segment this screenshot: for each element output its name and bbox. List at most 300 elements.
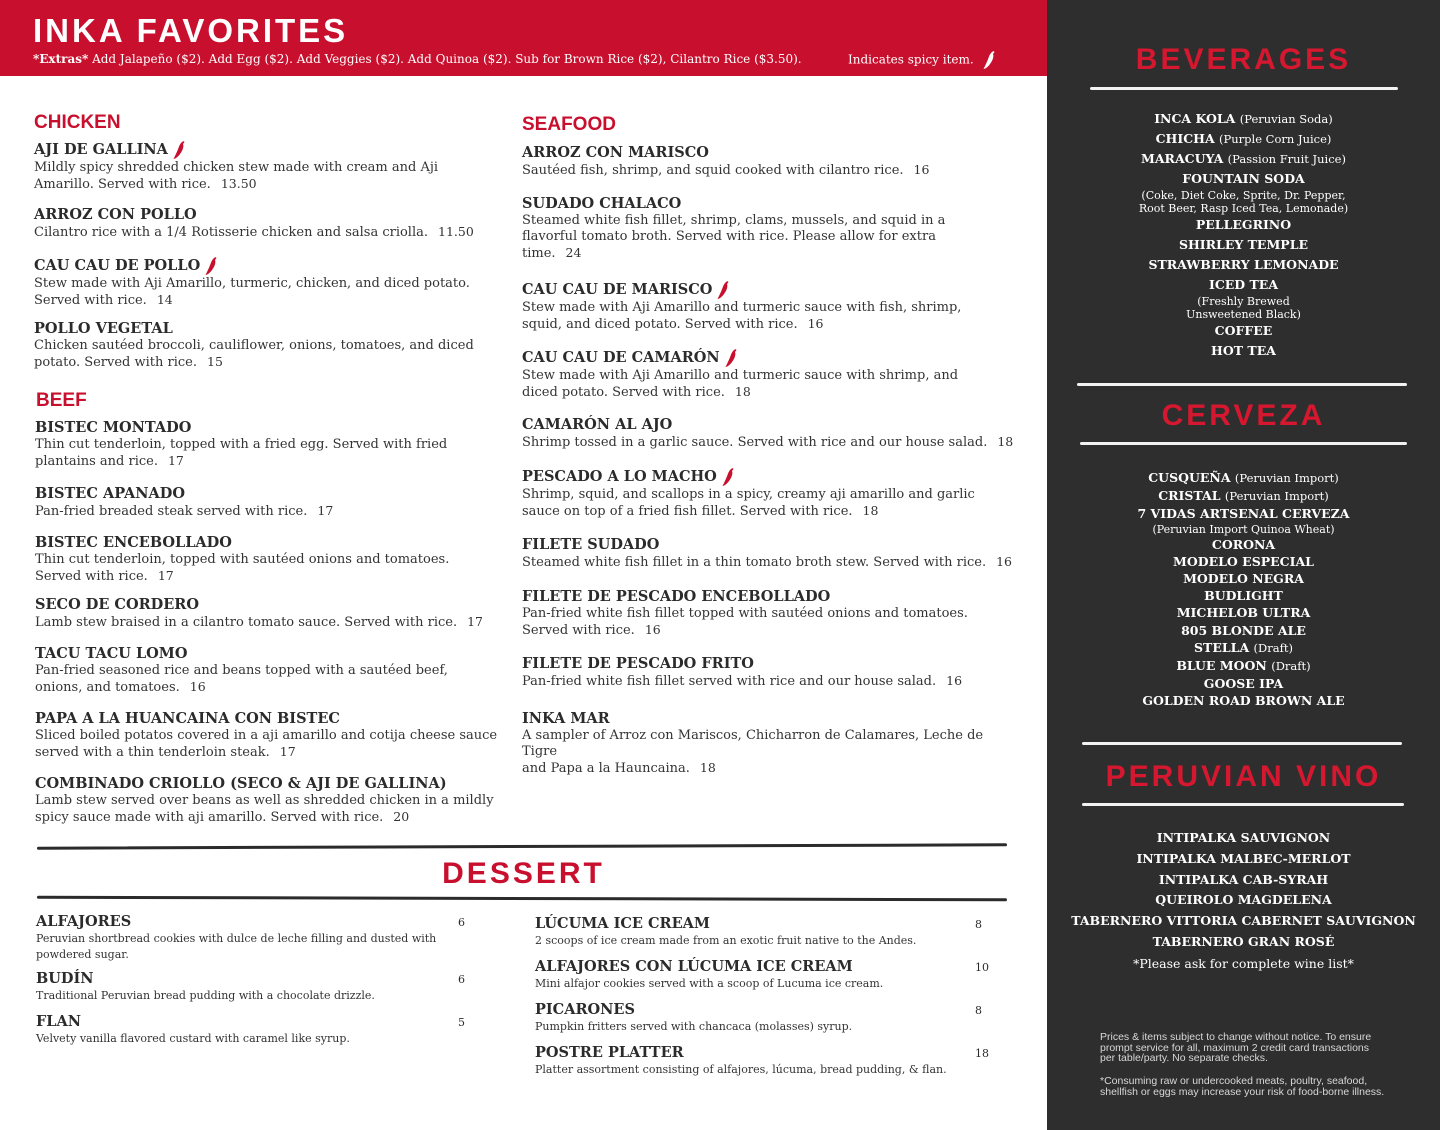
item-price: 11.50 [438, 224, 474, 239]
item-name-text: TACU TACU LOMO [35, 645, 188, 662]
dessert-price: 6 [458, 916, 465, 929]
description-text: Pan-fried white fish fillet served with rice and our house salad. [522, 674, 937, 689]
item-description [35, 503, 505, 520]
item-name-text: COMBINADO CRIOLLO (SECO & AJI DE GALLINA) [35, 775, 447, 792]
dessert-item [36, 970, 456, 1004]
item-price: 16 [189, 679, 206, 695]
item-description [35, 728, 505, 761]
item-description [522, 368, 1022, 401]
dessert-item [36, 1013, 456, 1047]
item-description [522, 728, 1022, 778]
description-text: Served with rice. [522, 623, 635, 639]
prices-disclaimer [1100, 1032, 1430, 1064]
description-line [522, 760, 1022, 777]
extras-note [33, 52, 802, 66]
description-text: flavorful tomato broth. Served with rice. Please allow for extra [522, 229, 936, 245]
menu-item [522, 195, 1022, 263]
menu-item [522, 348, 1022, 401]
description-line [35, 728, 505, 744]
menu-item [35, 485, 505, 520]
menu-item [35, 645, 505, 696]
description-line [522, 162, 1022, 179]
description-text: A sampler of Arroz con Mariscos, Chicharron de Calamares, Leche de Tigre [522, 728, 984, 760]
item-name [35, 485, 505, 503]
dessert-price: 5 [458, 1016, 465, 1029]
description-text: Shrimp tossed in a garlic sauce. Served with rice and our house salad. [522, 435, 988, 450]
dessert-name: ALFAJORES [36, 913, 132, 930]
description-line: powdered sugar. [36, 948, 129, 961]
dessert-name: PICARONES [535, 1001, 635, 1018]
description-line [34, 354, 504, 371]
drink-item [1047, 469, 1440, 487]
description-line: Pumpkin fritters served with chancaca (molasses) syrup. [535, 1020, 853, 1033]
item-price: 15 [207, 354, 223, 370]
menu-item [35, 534, 505, 585]
description-text: sauce on top of a fried fish fillet. Served with rice. [522, 504, 853, 520]
item-description [34, 224, 504, 241]
dessert-heading: DESSERT [442, 857, 605, 890]
drink-item [1047, 657, 1440, 675]
drink-item [1047, 129, 1440, 149]
description-text: Pan-fried seasoned rice and beans topped with a sautéed beef, [35, 663, 448, 678]
item-price: 16 [996, 554, 1012, 569]
cerveza-list [1047, 469, 1440, 710]
description-line [522, 554, 1022, 571]
item-price: 17 [467, 614, 483, 629]
menu-item [35, 419, 505, 470]
dessert-item [535, 958, 955, 992]
disclaimer-line: per table/party. No separate checks. [1100, 1052, 1268, 1064]
description-text: diced potato. Served with rice. [522, 385, 725, 401]
description-line [522, 606, 1022, 622]
description-line [522, 487, 1022, 503]
item-name [522, 536, 1022, 554]
menu-item [522, 144, 1022, 179]
description-text: Sliced boiled potatos covered in a aji amarillo and cotija cheese sauce [35, 728, 498, 743]
item-name-text: CAMARÓN AL AJO [522, 416, 673, 433]
description-line [35, 614, 505, 631]
description-line [34, 160, 504, 176]
item-price: 24 [565, 245, 582, 261]
wine-item: TABERNERO VITTORIA CABERNET SAUVIGNON [1071, 913, 1416, 929]
description-text: Stew made with Aji Amarillo and turmeric sauce with shrimp, and [522, 368, 959, 383]
drink-name: PELLEGRINO [1195, 217, 1292, 232]
drink-name: MODELO ESPECIAL [1173, 553, 1314, 569]
description-text: plantains and rice. [35, 454, 158, 470]
dessert-description [36, 988, 456, 1004]
item-name [35, 596, 505, 614]
item-name [34, 320, 504, 338]
description-line [522, 503, 1022, 520]
description-line [522, 316, 1022, 333]
description-text: Lamb stew braised in a cilantro tomato sauce. Served with rice. [35, 615, 458, 630]
chicken-heading: CHICKEN [34, 112, 121, 133]
description-line [522, 728, 1022, 760]
chili-pepper-icon [721, 467, 735, 487]
drink-name: MODELO NEGRA [1183, 571, 1304, 587]
dessert-item [36, 913, 456, 963]
item-name [35, 775, 505, 793]
description-line: Peruvian shortbread cookies with dulce de leche filling and dusted with [36, 932, 437, 945]
description-text: Chicken sautéed broccoli, cauliflower, onions, tomatoes, and diced [34, 338, 474, 353]
menu-item [34, 206, 504, 241]
drink-name: INCA KOLA [1154, 111, 1236, 126]
drink-note: (Peruvian Soda) [1239, 112, 1333, 126]
description-text: Thin cut tenderloin, topped with sautéed onions and tomatoes. [35, 552, 450, 567]
description-text: and Papa a la Hauncaina. [522, 761, 690, 777]
item-description [522, 300, 1022, 333]
description-line [35, 663, 505, 679]
item-name-text: FILETE DE PESCADO ENCEBOLLADO [522, 588, 831, 605]
description-line [34, 176, 504, 193]
chili-pepper-icon [716, 280, 730, 300]
item-name-text: BISTEC APANADO [35, 485, 185, 502]
item-name-text: ARROZ CON POLLO [34, 206, 197, 223]
description-text: Cilantro rice with a 1/4 Rotisserie chicken and salsa criolla. [34, 225, 428, 240]
item-name [35, 710, 505, 728]
drink-item [1047, 255, 1440, 275]
menu-item [522, 588, 1022, 639]
item-name [522, 348, 1022, 368]
item-name-text: AJI DE GALLINA [34, 141, 168, 158]
item-description [522, 162, 1022, 179]
drink-item [1047, 639, 1440, 657]
dessert-item [535, 1044, 955, 1078]
item-name-text: POLLO VEGETAL [34, 320, 173, 337]
seafood-heading: SEAFOOD [522, 114, 616, 135]
item-name [522, 195, 1022, 213]
dessert-name: FLAN [36, 1013, 81, 1030]
item-name [35, 419, 505, 437]
dessert-price: 8 [975, 918, 982, 931]
disclaimer-line: Prices & items subject to change without notice. To ensure [1100, 1031, 1372, 1043]
description-text: Steamed white fish fillet, shrimp, clams, mussels, and squid in a [522, 213, 946, 228]
item-description [522, 606, 1022, 639]
warning-line: shellfish or eggs may increase your risk of food-borne illness. [1100, 1085, 1385, 1098]
item-price: 18 [997, 434, 1014, 449]
item-description [35, 552, 505, 585]
item-description [35, 437, 505, 470]
drink-name: CRISTAL [1158, 488, 1221, 504]
description-line: Mini alfajor cookies served with a scoop of Lucuma ice cream. [535, 977, 884, 990]
drink-name: MARACUYA [1141, 151, 1224, 166]
item-price: 20 [393, 809, 410, 825]
chili-pepper-icon [204, 256, 218, 276]
dessert-description [36, 1031, 456, 1047]
drink-item [1047, 675, 1440, 692]
drink-name: GOLDEN ROAD BROWN ALE [1142, 693, 1345, 709]
description-line [35, 793, 505, 809]
item-name-text: SUDADO CHALACO [522, 195, 682, 212]
description-line [34, 224, 504, 241]
drink-item [1047, 275, 1440, 321]
dessert-description [535, 976, 955, 992]
vino-top-rule [1082, 742, 1402, 745]
consumption-warning [1100, 1076, 1430, 1097]
item-name [34, 140, 504, 160]
description-line: Platter assortment consisting of alfajores, lúcuma, bread pudding, & flan. [535, 1063, 947, 1076]
description-line: 2 scoops of ice cream made from an exotic fruit native to the Andes. [535, 934, 917, 947]
item-description [522, 213, 1022, 263]
beverages-list [1047, 109, 1440, 361]
drink-item [1047, 341, 1440, 361]
drink-name: BLUE MOON [1176, 658, 1267, 674]
extras-label: *Extras* [33, 52, 89, 66]
drink-name: 805 BLONDE ALE [1181, 622, 1306, 638]
item-price: 18 [699, 760, 716, 776]
description-line [522, 245, 1022, 262]
description-line [35, 679, 505, 696]
dessert-name: LÚCUMA ICE CREAM [535, 915, 710, 932]
item-price: 17 [167, 453, 184, 469]
description-line [522, 229, 1022, 245]
description-text: Stew made with Aji Amarillo, turmeric, chicken, and diced potato. [34, 276, 470, 291]
dessert-price: 6 [458, 973, 465, 986]
drink-name: CUSQUEÑA [1148, 470, 1231, 485]
description-text: Lamb stew served over beans as well as shredded chicken in a mildly [35, 793, 494, 808]
description-text: Sautéed fish, shrimp, and squid cooked with cilantro rice. [522, 163, 904, 178]
drink-item [1047, 235, 1440, 255]
drink-name: FOUNTAIN SODA [1182, 171, 1305, 186]
item-price: 17 [157, 568, 174, 584]
item-name-text: CAU CAU DE MARISCO [522, 281, 713, 298]
item-price: 14 [156, 292, 173, 308]
dessert-description [36, 931, 456, 963]
item-name-text: ARROZ CON MARISCO [522, 144, 709, 161]
item-description [522, 487, 1022, 520]
wine-item: INTIPALKA SAUVIGNON [1156, 830, 1331, 845]
item-description [34, 160, 504, 193]
item-name [522, 710, 1022, 728]
item-name [34, 206, 504, 224]
dessert-price: 10 [975, 961, 989, 974]
drink-item [1047, 215, 1440, 235]
description-text: served with a thin tenderloin steak. [35, 745, 270, 761]
item-name [35, 645, 505, 663]
item-description [34, 338, 504, 371]
description-line [35, 568, 505, 585]
drink-item [1047, 692, 1440, 709]
drink-item [1047, 149, 1440, 169]
item-price: 17 [317, 503, 334, 518]
dessert-description [535, 1062, 955, 1078]
cerveza-bottom-rule [1080, 442, 1407, 445]
menu-item [522, 280, 1022, 333]
menu-item [522, 467, 1022, 520]
item-name-text: BISTEC ENCEBOLLADO [35, 534, 232, 551]
dessert-price: 8 [975, 1004, 982, 1017]
description-text: Served with rice. [35, 569, 148, 585]
drink-name: CHICHA [1155, 131, 1215, 146]
drink-note: (Draft) [1271, 659, 1311, 674]
description-line [34, 276, 504, 292]
item-name [522, 467, 1022, 487]
drink-item [1047, 321, 1440, 341]
description-line [35, 744, 505, 761]
description-text: potato. Served with rice. [34, 355, 198, 371]
item-description [35, 793, 505, 826]
drink-name: STRAWBERRY LEMONADE [1148, 257, 1339, 272]
chili-pepper-icon [982, 50, 996, 70]
item-name [522, 655, 1022, 673]
item-price: 16 [807, 316, 824, 332]
drink-note: (Purple Corn Juice) [1219, 132, 1332, 146]
vino-heading: PERUVIAN VINO [1105, 760, 1382, 793]
dessert-description [535, 1019, 955, 1035]
page-title: INKA FAVORITES [33, 12, 349, 49]
wine-item: QUEIROLO MAGDELENA [1155, 892, 1332, 908]
item-name-text: FILETE DE PESCADO FRITO [522, 655, 754, 672]
description-line [34, 338, 504, 354]
drink-item [1047, 487, 1440, 505]
item-price: 17 [279, 744, 296, 760]
item-name [522, 144, 1022, 162]
beef-heading: BEEF [36, 390, 87, 411]
item-name [35, 534, 505, 552]
drink-note: (Passion Fruit Juice) [1227, 152, 1346, 166]
item-name-text: CAU CAU DE POLLO [34, 257, 201, 274]
description-line [35, 503, 505, 520]
drinks-sidebar [1047, 0, 1440, 1130]
description-line: Traditional Peruvian bread pudding with a chocolate drizzle. [36, 989, 375, 1002]
drink-item [1047, 536, 1440, 553]
drink-item [1047, 570, 1440, 587]
beverages-heading: BEVERAGES [1135, 43, 1352, 76]
wine-item: TABERNERO GRAN ROSÉ [1152, 933, 1335, 949]
description-line [35, 809, 505, 826]
drink-name: MICHELOB ULTRA [1176, 605, 1311, 621]
drink-name: 7 VIDAS ARTSENAL CERVEZA [1137, 506, 1350, 522]
drink-item [1047, 169, 1440, 215]
description-text: Thin cut tenderloin, topped with a fried egg. Served with fried [35, 437, 448, 452]
menu-item [522, 416, 1022, 451]
description-text: Mildly spicy shredded chicken stew made with cream and Aji [34, 160, 439, 175]
item-name-text: CAU CAU DE CAMARÓN [522, 349, 720, 366]
cerveza-heading: CERVEZA [1161, 399, 1326, 432]
item-description [522, 673, 1022, 690]
description-text: Stew made with Aji Amarillo and turmeric sauce with fish, shrimp, [522, 300, 962, 315]
dessert-item [535, 915, 955, 949]
menu-item [522, 710, 1022, 778]
description-line [522, 368, 1022, 384]
drink-name: BUDLIGHT [1204, 588, 1283, 604]
drink-note: (Draft) [1253, 640, 1293, 655]
item-price: 18 [862, 503, 879, 519]
item-description [522, 434, 1022, 451]
vino-bottom-rule [1082, 803, 1404, 806]
vino-list [1047, 828, 1440, 975]
drink-name: STELLA [1194, 639, 1250, 655]
item-name [34, 256, 504, 276]
item-name [522, 588, 1022, 606]
dessert-item [535, 1001, 955, 1035]
spicy-legend-text: Indicates spicy item. [848, 52, 974, 67]
description-text: squid, and diced potato. Served with rice. [522, 317, 798, 333]
drink-note: (Peruvian Import) [1224, 489, 1329, 504]
item-description [34, 276, 504, 309]
description-line [34, 292, 504, 309]
description-line [522, 213, 1022, 229]
drink-subline: (Coke, Diet Coke, Sprite, Dr. Pepper, [1141, 189, 1346, 202]
beverages-rule [1090, 87, 1398, 90]
dessert-price: 18 [975, 1047, 989, 1060]
drink-subline: Unsweetened Black) [1186, 308, 1301, 321]
menu-item [34, 256, 504, 309]
item-name-text: PAPA A LA HUANCAINA CON BISTEC [35, 710, 340, 727]
description-text: Amarillo. Served with rice. [34, 177, 211, 193]
menu-item [34, 320, 504, 371]
item-name-text: FILETE SUDADO [522, 536, 660, 553]
description-text: Pan-fried white fish fillet topped with sautéed onions and tomatoes. [522, 606, 968, 621]
description-line [35, 437, 505, 453]
dessert-top-rule [37, 843, 1007, 849]
item-description [35, 663, 505, 696]
drink-subline: (Peruvian Import Quinoa Wheat) [1152, 522, 1335, 536]
dessert-name: POSTRE PLATTER [535, 1044, 684, 1061]
item-price: 16 [913, 162, 930, 177]
drink-name: COFFEE [1214, 323, 1273, 338]
description-line [522, 434, 1022, 451]
menu-item [522, 536, 1022, 571]
dessert-name: ALFAJORES CON LÚCUMA ICE CREAM [535, 958, 853, 975]
item-price: 18 [734, 384, 751, 400]
item-price: 16 [946, 673, 963, 688]
drink-note: (Peruvian Import) [1234, 471, 1339, 485]
description-line: Velvety vanilla flavored custard with caramel like syrup. [36, 1032, 350, 1045]
description-line [35, 453, 505, 470]
wine-item: INTIPALKA CAB-SYRAH [1158, 871, 1329, 887]
drink-item [1047, 622, 1440, 639]
item-description [522, 554, 1022, 571]
description-line [522, 673, 1022, 690]
item-name-text: BISTEC MONTADO [35, 419, 192, 436]
item-name-text: PESCADO A LO MACHO [522, 468, 717, 485]
item-name [522, 416, 1022, 434]
item-name [522, 280, 1022, 300]
warning-line: *Consuming raw or undercooked meats, poultry, seafood, [1100, 1075, 1368, 1087]
dessert-bottom-rule [37, 896, 1007, 902]
wine-item: INTIPALKA MALBEC-MERLOT [1136, 850, 1351, 866]
description-text: time. [522, 246, 556, 262]
drink-item [1047, 587, 1440, 604]
dessert-description [535, 933, 955, 949]
drink-item [1047, 505, 1440, 535]
description-text: Pan-fried breaded steak served with rice. [35, 504, 308, 519]
menu-item [35, 596, 505, 631]
drink-subline: Root Beer, Rasp Iced Tea, Lemonade) [1138, 202, 1349, 215]
description-line [522, 384, 1022, 401]
item-description [35, 614, 505, 631]
drink-item [1047, 109, 1440, 129]
item-price: 16 [644, 622, 661, 638]
description-text: onions, and tomatoes. [35, 680, 180, 696]
description-text: Shrimp, squid, and scallops in a spicy, creamy aji amarillo and garlic [522, 487, 975, 502]
description-text: Served with rice. [34, 293, 147, 309]
drink-name: SHIRLEY TEMPLE [1178, 237, 1309, 252]
drink-item [1047, 553, 1440, 570]
extras-text: Add Jalapeño ($2). Add Egg ($2). Add Veggies ($2). Add Quinoa ($2). Sub for Brown Rice ($2), Cilantro Rice ($3.50). [88, 52, 802, 66]
menu-item [34, 140, 504, 193]
drink-name: HOT TEA [1211, 343, 1276, 358]
spicy-legend [848, 50, 996, 70]
menu-item [35, 710, 505, 761]
drink-name: GOOSE IPA [1203, 676, 1284, 692]
drink-name: ICED TEA [1208, 277, 1279, 292]
description-line [522, 622, 1022, 639]
drink-item [1047, 604, 1440, 621]
item-name-text: SECO DE CORDERO [35, 596, 199, 613]
description-line [35, 552, 505, 568]
